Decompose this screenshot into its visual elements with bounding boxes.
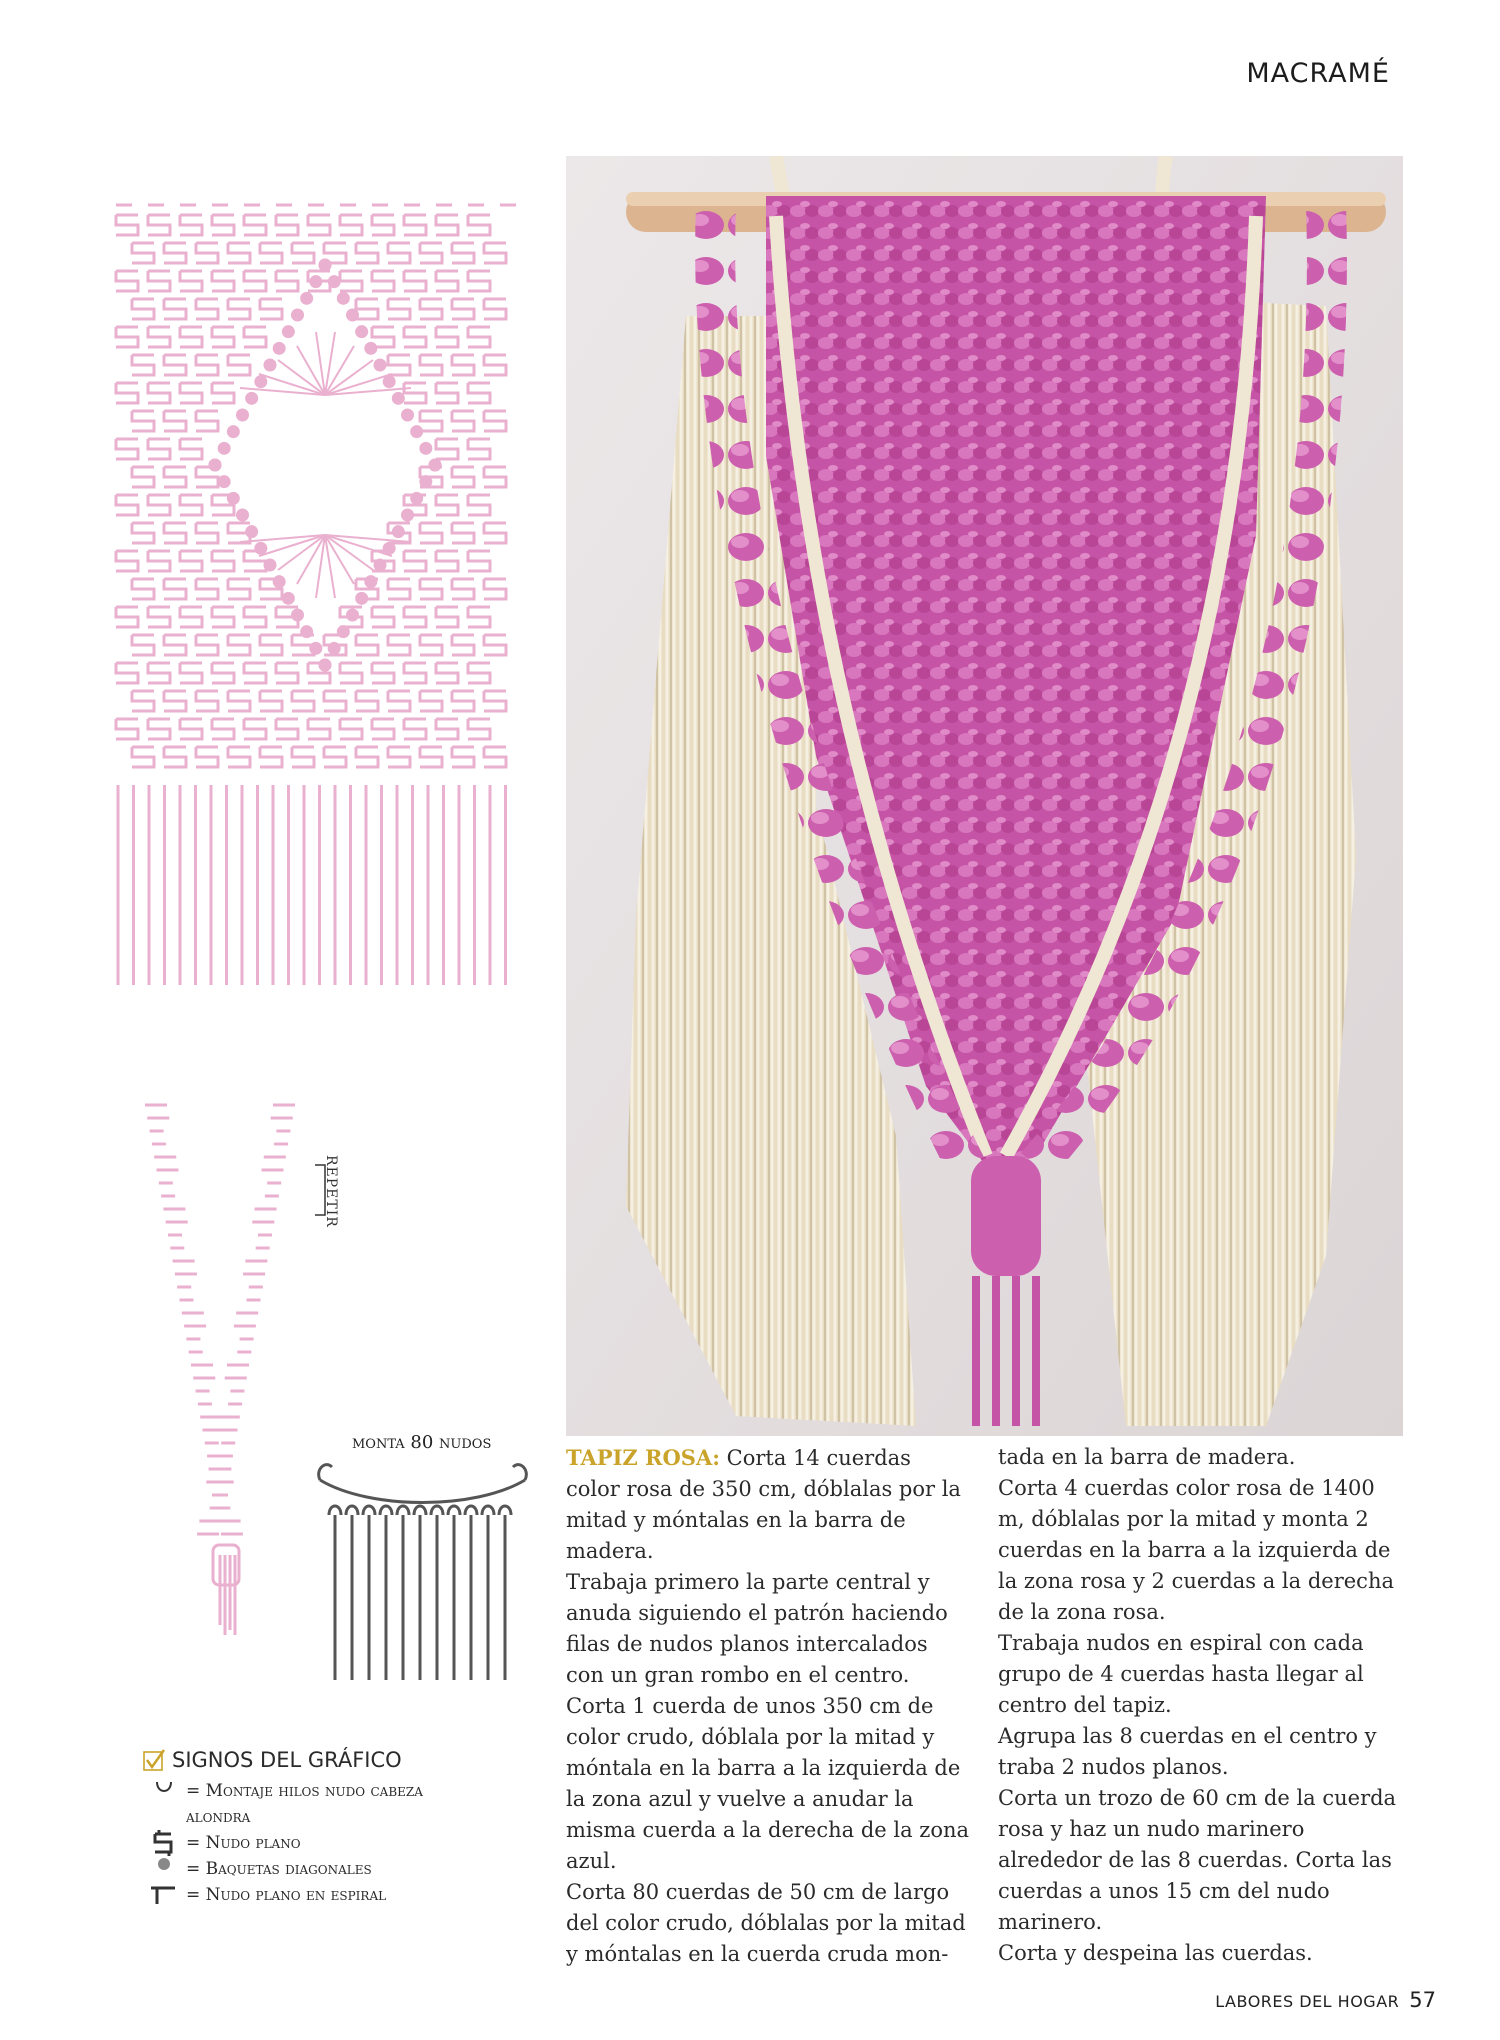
legend-item bbox=[142, 1882, 442, 1908]
page-number: 57 bbox=[1409, 1988, 1436, 2012]
paragraph: TAPIZ ROSA: Corta 14 cuerdas color rosa de 350 cm, dóblalas por la mitad y móntalas en la barra de madera. bbox=[566, 1445, 961, 1563]
legend-item bbox=[142, 1778, 442, 1830]
paragraph: Agrupa las 8 cuerdas en el centro y traba 2 nudos planos. bbox=[998, 1724, 1377, 1779]
mounting-diagram bbox=[310, 1455, 535, 1685]
legend-item-text: = Nudo plano en espiral bbox=[186, 1885, 387, 1905]
article-column-2 bbox=[998, 1442, 1403, 1969]
checkmark-icon bbox=[142, 1748, 166, 1772]
paragraph: Trabaja nudos en espiral con cada grupo de 4 cuerdas hasta llegar al centro del tapiz. bbox=[998, 1631, 1364, 1717]
paragraph: Corta 1 cuerda de unos 350 cm de color crudo, dóblala por la mitad y móntala en la barra a la izquierda de la zona azul y vuelve a anudar la misma cuerda a la derecha de la zona azul. bbox=[566, 1694, 970, 1873]
paragraph: tada en la barra de madera. bbox=[998, 1445, 1296, 1469]
paragraph: Corta 80 cuerdas de 50 cm de largo del color crudo, dóblalas por la mitad y móntalas en la cuerda cruda mon- bbox=[566, 1880, 966, 1966]
legend-title: SIGNOS DEL GRÁFICO bbox=[172, 1748, 402, 1772]
mounting-caption: monta 80 nudos bbox=[352, 1432, 492, 1453]
paragraph: Trabaja primero la parte central y anuda siguiendo el patrón haciendo filas de nudos planos intercalados con un gran rombo en el centro. bbox=[566, 1570, 948, 1687]
legend-item-text: = Nudo plano bbox=[186, 1833, 301, 1853]
pattern-fringe bbox=[118, 785, 506, 985]
paragraph: Corta y despeina las cuerdas. bbox=[998, 1941, 1313, 1965]
legend-title-row bbox=[142, 1748, 442, 1772]
article-lead: TAPIZ ROSA: bbox=[566, 1445, 720, 1470]
section-title: MACRAMÉ bbox=[1246, 58, 1390, 89]
legend-item-text: = Baquetas diagonales bbox=[186, 1859, 372, 1879]
tapestry-photo bbox=[566, 156, 1403, 1436]
main-pattern-diagram bbox=[110, 195, 540, 995]
chart-legend bbox=[142, 1748, 442, 1908]
repeat-label: REPETIR bbox=[323, 1155, 339, 1228]
magazine-name: LABORES DEL HOGAR bbox=[1215, 1992, 1400, 2011]
dot-icon bbox=[156, 1856, 172, 1872]
article-column-1 bbox=[566, 1442, 971, 1970]
square-knot-icon bbox=[151, 1830, 177, 1856]
page-footer bbox=[1215, 1988, 1436, 2012]
legend-item bbox=[142, 1856, 442, 1882]
paragraph: Corta un trozo de 60 cm de la cuerda rosa y haz un nudo marinero alrededor de las 8 cuerdas. Corta las cuerdas a unos 15 cm del nudo marinero. bbox=[998, 1786, 1397, 1934]
legend-item-text: = Montaje hilos nudo cabeza alondra bbox=[186, 1781, 423, 1827]
lark-head-icon bbox=[154, 1778, 174, 1798]
paragraph: Corta 4 cuerdas color rosa de 1400 m, dóblalas por la mitad y monta 2 cuerdas en la barra a la izquierda de la zona rosa y 2 cuerdas a la derecha de la zona rosa. bbox=[998, 1476, 1394, 1624]
spiral-knot-icon bbox=[149, 1882, 179, 1904]
legend-item bbox=[142, 1830, 442, 1856]
